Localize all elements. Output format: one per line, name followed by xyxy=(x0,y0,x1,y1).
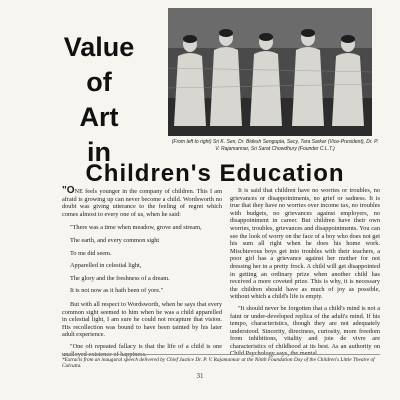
poem-line: Apparelled in celestial light, xyxy=(70,262,142,270)
page-number: 31 xyxy=(196,372,204,380)
body-paragraph: "It should never be forgotten that a child's mind is not a faint or under-developed replica of the adult's mind. If his tempo, characteristics, though they are not adequately understood. Sincerity, directness, curiosity, more freedom from inhibitions, vitality and joie de vivre are characteristics of childhood at its best. As an authority on Child Psychology says, the mental xyxy=(230,304,380,358)
body-paragraph: But with all respect to Wordsworth, when he says that every common sight seemed to him when he was a child apparelled in celestial light, I am sure he could not recapture that vision. His recollection was bound to have been tainted by his later adult experience. xyxy=(62,300,222,339)
body-paragraph: "One oft repeated fallacy is that the life of a child is one unalloyed existence of happiness. xyxy=(62,342,222,358)
poem-line: To me did seem. xyxy=(70,249,112,257)
title-line: Value xyxy=(63,32,135,62)
title-line: in xyxy=(87,137,111,167)
intro-paragraph xyxy=(62,187,222,218)
group-photo xyxy=(168,8,372,136)
poem-quote xyxy=(70,224,222,295)
body-paragraph: It is said that children have no worries or troubles, no grievances or disappointments, no grief or sadness. It is true that they have no worries over income tax, no troubles with budgets, no grievances against employers, no disappointment in career. But children have their own worries, troubles, grievances and disappointments. You can see the look of worry on the face of a boy who does not get his sum all right when he does his home work. Mischievous boys get into troubles with their teachers, a poor girl has a grievance against her mother for not dressing her in a pretty frock. A child will get disappointed in getting an ordinary prize when another child has received a more coveted prize. This is why, it is necessary the children should have as much of joy as possible, without which a child's life is empty. xyxy=(230,187,380,301)
article-title xyxy=(40,30,158,170)
photo-caption: (From left to right) Sri K. Sen, Dr. Bidesh Sengupta, Secy, Tara Sarkar (Vice-President), Dr. P. V. Rajamannar, Sri Sarat Chowdhury (Founder C.L.T.) xyxy=(171,139,379,152)
poem-line: The earth, and every common sight xyxy=(70,236,160,244)
poem-line: It is not now as it hath been of yore." xyxy=(70,287,164,295)
left-column xyxy=(62,187,222,362)
title-line: Art xyxy=(79,102,119,132)
poem-line: The glory and the freshness of a dream. xyxy=(70,274,170,282)
right-column xyxy=(230,187,380,362)
drop-cap: "O xyxy=(62,185,75,196)
footnote: *Extracts from an inaugural speech delivered by Chief Justice Dr. P. V. Rajamannar at the Ninth Foundation Day of the Children's Little Theatre of Calcutta. xyxy=(62,354,380,369)
group-photo-image xyxy=(168,8,372,136)
title-line: of xyxy=(86,67,112,97)
intro-text: NE feels younger in the company of children. This I am afraid is growing up can never become a child. Wordsworth no doubt was giving utterance to the feeling of regret which comes almost to every one of us, when he said: xyxy=(62,188,222,218)
article-heading: Children's Education xyxy=(85,160,345,187)
poem-line: "There was a time when meadow, grove and stream, xyxy=(70,224,202,232)
